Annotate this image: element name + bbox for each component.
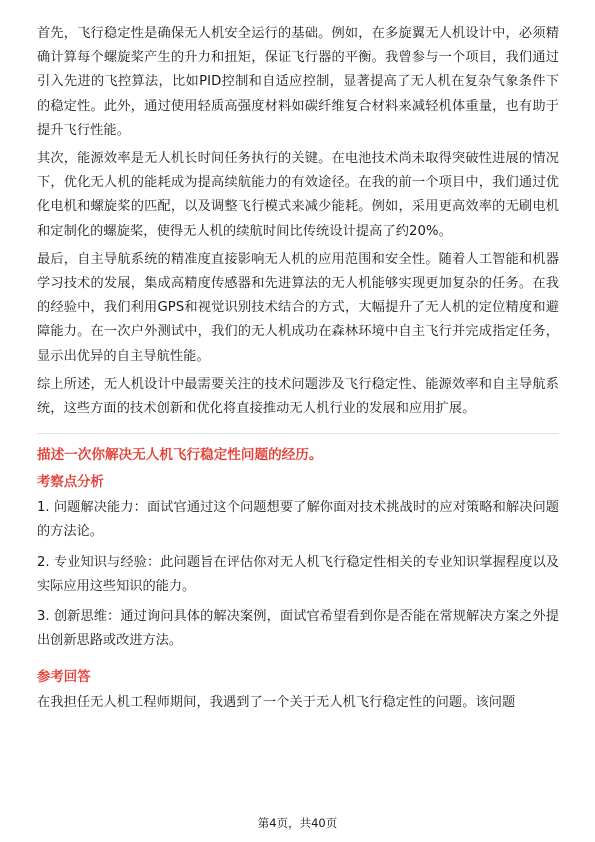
section-divider (37, 433, 559, 434)
paragraph-summary: 综上所述，无人机设计中最需要关注的技术问题涉及飞行稳定性、能源效率和自主导航系统，这些方面的技术创新和优化将直接推动无人机行业的发展和应用扩展。 (37, 376, 559, 417)
paragraph-autonomous-navigation: 最后，自主导航系统的精准度直接影响无人机的应用范围和安全性。随着人工智能和机器学习技术的发展，集成高精度传感器和先进算法的无人机能够实现更加复杂的任务。在我的经验中，我们利用GPS和视觉识别技术结合的方式，大幅提升了无人机的定位精度和避障能力。在一次户外测试中，我们的无人机成功在森林环境中自主飞行并完成指定任务，显示出优异的自主导航性能。 (37, 251, 559, 364)
analysis-item: 3. 创新思维：通过询问具体的解决案例，面试官希望看到你是否能在常规解决方案之外提出创新思路或改进方法。 (37, 609, 559, 649)
page-content (37, 22, 559, 720)
page-number: 第4页，共40页 (257, 816, 338, 830)
reference-answer-title: 参考回答 (37, 670, 91, 686)
analysis-item: 1. 问题解决能力：面试官通过这个问题想要了解你面对技术挑战时的应对策略和解决问题的方法论。 (37, 500, 559, 540)
interview-question: 描述一次你解决无人机飞行稳定性问题的经历。 (37, 447, 323, 464)
reference-answer-text: 在我担任无人机工程师期间，我遇到了一个关于无人机飞行稳定性的问题。该问题 (37, 695, 516, 711)
analysis-item: 2. 专业知识与经验：此问题旨在评估你对无人机飞行稳定性相关的专业知识掌握程度以及实际应用这些知识的能力。 (37, 554, 559, 594)
paragraph-flight-stability: 首先，飞行稳定性是确保无人机安全运行的基础。例如，在多旋翼无人机设计中，必须精确计算每个螺旋桨产生的升力和扭矩，保证飞行器的平衡。我曾参与一个项目，我们通过引入先进的飞控算法，比如PID控制和自适应控制，显著提高了无人机在复杂气象条件下的稳定性。此外，通过使用轻质高强度材料如碳纤维复合材料来减轻机体重量，也有助于提升飞行性能。 (37, 26, 559, 138)
analysis-title: 考察点分析 (37, 475, 104, 491)
paragraph-energy-efficiency: 其次，能源效率是无人机长时间任务执行的关键。在电池技术尚未取得突破性进展的情况下，优化无人机的能耗成为提高续航能力的有效途径。在我的前一个项目中，我们通过优化电机和螺旋桨的匹配，以及调整飞行模式来减少能耗。例如，采用更高效率的无刷电机和定制化的螺旋桨，使得无人机的续航时间比传统设计提高了约20%。 (37, 151, 559, 239)
